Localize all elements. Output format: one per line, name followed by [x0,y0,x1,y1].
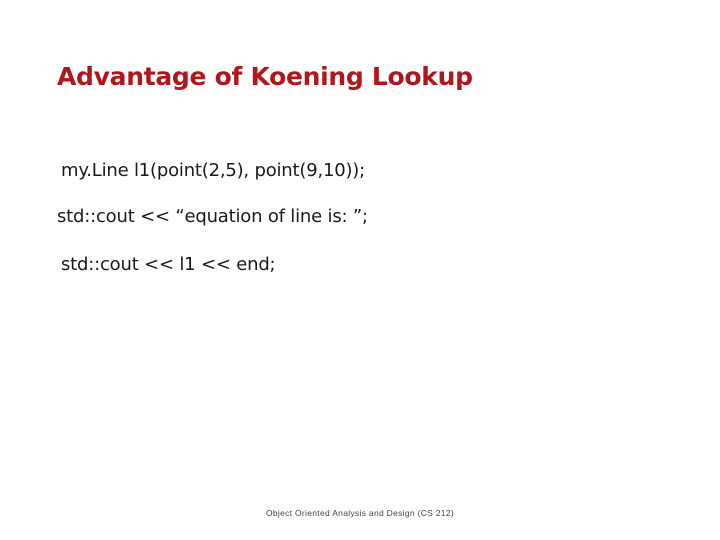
code-line-3: std::cout << l1 << end; [61,254,276,275]
slide-title: Advantage of Koening Lookup [57,62,473,91]
slide-footer: Object Oriented Analysis and Design (CS 212) [265,508,454,518]
code-line-2: std::cout << “equation of line is: ”; [57,206,368,227]
code-line-1: my.Line l1(point(2,5), point(9,10)); [61,160,365,181]
